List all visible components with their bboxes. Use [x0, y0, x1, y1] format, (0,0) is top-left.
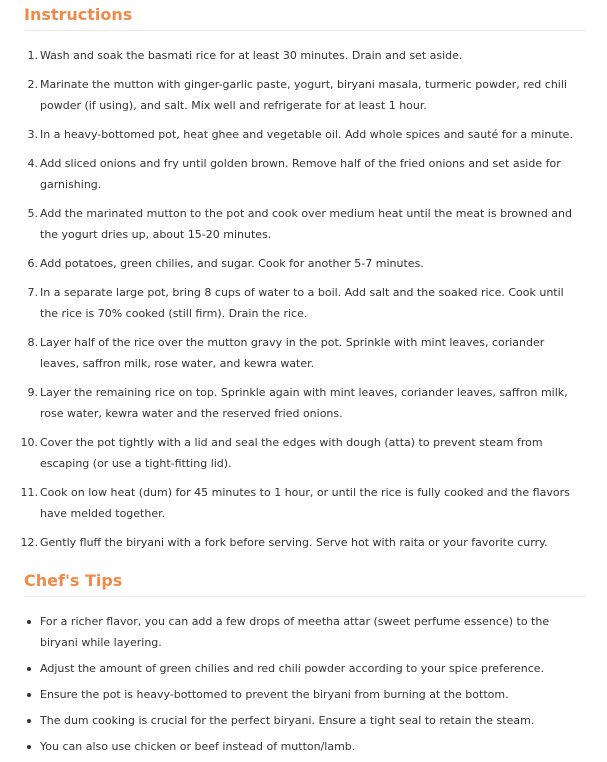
step-number: 1. [27, 49, 38, 62]
tip-text: Adjust the amount of green chilies and red chili powder according to your spice preference. [40, 662, 545, 675]
step-text: Wash and soak the basmati rice for at least 30 minutes. Drain and set aside. [40, 49, 463, 62]
tip-text: The dum cooking is crucial for the perfect biryani. Ensure a tight seal to retain the steam. [40, 714, 535, 727]
instruction-step [24, 253, 585, 274]
instruction-step [20, 532, 585, 553]
tip-item [24, 684, 585, 705]
tip-item [24, 611, 585, 653]
tip-item [24, 710, 585, 731]
step-number: 2. [27, 78, 38, 91]
step-number: 8. [27, 336, 38, 349]
tip-item [24, 658, 585, 679]
instruction-step [24, 74, 585, 116]
bullet-icon [27, 719, 31, 723]
bullet-icon [27, 745, 31, 749]
step-text: Add the marinated mutton to the pot and cook over medium heat until the meat is browned and the yogurt dries up, about 15-20 minutes. [40, 207, 572, 241]
instruction-step [24, 382, 585, 424]
bullet-icon [27, 620, 31, 624]
instruction-step [24, 124, 585, 145]
step-text: In a separate large pot, bring 8 cups of water to a boil. Add salt and the soaked rice. Cook until the rice is 70% cooked (still firm). Drain the rice. [40, 286, 564, 320]
step-number: 5. [27, 207, 38, 220]
bullet-icon [27, 667, 31, 671]
step-number: 9. [27, 386, 38, 399]
chefs-tips-heading: Chef's Tips [24, 563, 585, 597]
instruction-step [24, 332, 585, 374]
tip-item [24, 736, 585, 757]
step-number: 12. [20, 536, 38, 549]
instruction-step [20, 432, 585, 474]
step-text: In a heavy-bottomed pot, heat ghee and vegetable oil. Add whole spices and sauté for a minute. [40, 128, 573, 141]
step-text: Add sliced onions and fry until golden brown. Remove half of the fried onions and set aside for garnishing. [40, 157, 561, 191]
tip-text: Ensure the pot is heavy-bottomed to prevent the biryani from burning at the bottom. [40, 688, 509, 701]
step-number: 6. [27, 257, 38, 270]
chefs-tips-list [24, 597, 585, 757]
bullet-icon [27, 693, 31, 697]
step-text: Add potatoes, green chilies, and sugar. Cook for another 5-7 minutes. [40, 257, 424, 270]
tip-text: For a richer flavor, you can add a few drops of meetha attar (sweet perfume essence) to the biryani while layering. [40, 615, 550, 649]
instruction-step [20, 482, 585, 524]
step-number: 7. [27, 286, 38, 299]
instructions-list [20, 31, 585, 553]
instruction-step [24, 203, 585, 245]
step-number: 3. [27, 128, 38, 141]
step-text: Layer the remaining rice on top. Sprinkle again with mint leaves, coriander leaves, saffron milk, rose water, kewra water and the reserved fried onions. [40, 386, 568, 420]
instruction-step [24, 153, 585, 195]
instruction-step [24, 45, 585, 66]
step-text: Cook on low heat (dum) for 45 minutes to 1 hour, or until the rice is fully cooked and the flavors have melded together. [40, 486, 570, 520]
step-number: 4. [27, 157, 38, 170]
instruction-step [24, 282, 585, 324]
step-text: Layer half of the rice over the mutton gravy in the pot. Sprinkle with mint leaves, coriander leaves, saffron milk, rose water, and kewra water. [40, 336, 545, 370]
step-text: Gently fluff the biryani with a fork before serving. Serve hot with raita or your favorite curry. [40, 536, 548, 549]
step-text: Cover the pot tightly with a lid and seal the edges with dough (atta) to prevent steam from escaping (or use a tight-fitting lid). [40, 436, 543, 470]
tip-text: You can also use chicken or beef instead of mutton/lamb. [40, 740, 356, 753]
step-number: 11. [20, 486, 38, 499]
instructions-heading: Instructions [24, 0, 585, 31]
step-number: 10. [20, 436, 38, 449]
step-text: Marinate the mutton with ginger-garlic paste, yogurt, biryani masala, turmeric powder, red chili powder (if using), and salt. Mix well and refrigerate for at least 1 hour. [40, 78, 567, 112]
